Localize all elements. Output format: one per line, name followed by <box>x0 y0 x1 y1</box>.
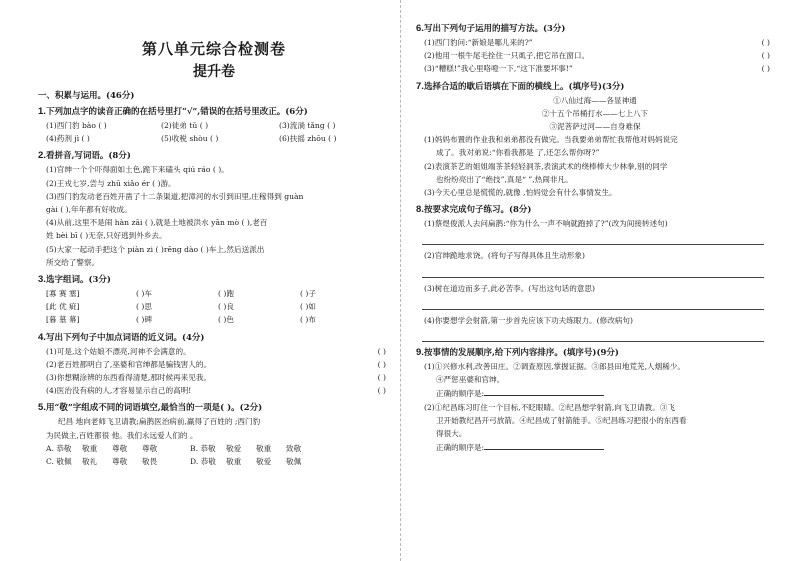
answer-line[interactable] <box>422 297 764 310</box>
option-word: 敬畏 <box>142 457 158 467</box>
q3-blank: ( )车 <box>136 289 152 299</box>
q2-line: (1)官绅一个个吓得面如土色,跪下来磕头 qiú ráo ( )。 <box>46 165 229 175</box>
q2-line: (2)王戎七岁,尝与 zhū xiǎo ér ( )游。 <box>46 178 176 188</box>
q6-text: (2)他用一根牛尾毛拴住一只虱子,把它吊在窗口。 <box>424 51 590 61</box>
q2-line: 姓 bèi bī ( )无奈,只好逃到外乡去。 <box>46 231 167 241</box>
option-b: B. 恭敬 <box>190 443 216 453</box>
q1-row <box>38 132 390 145</box>
q3-blank: ( )布 <box>300 315 316 325</box>
q7-line: (1)妈妈布置的作业我和弟弟都没有做完。当我要弟弟帮忙我帮他对妈妈说完 <box>424 135 678 145</box>
q2-line: gài ( ),年年都有好收成。 <box>46 205 132 215</box>
q5-options-row <box>38 442 390 455</box>
q4-text: (2)老百姓都明白了,巫婆和官绅都是骗钱害人的。 <box>46 359 212 369</box>
option-word: 尊敬 <box>112 443 128 453</box>
option-word: 尊敬 <box>112 457 128 467</box>
answer-line[interactable] <box>422 329 764 342</box>
answer-line[interactable] <box>422 265 764 278</box>
q3-chars: [寡 赛 塞] <box>46 289 80 299</box>
q4-text: (1)可是,这个姑娘不漂亮,河神不会满意的。 <box>46 346 191 356</box>
q3-blank: ( )子 <box>300 289 316 299</box>
q7-line: 也纷纷亮出了“绝技”,真是“ ”,热闹非凡。 <box>436 174 573 184</box>
question-9: 9.按事情的发展顺序,给下列内容排序。(填序号)(9分) <box>416 347 619 359</box>
answer-line[interactable] <box>422 232 764 245</box>
q4-line <box>38 345 390 358</box>
q2-line: (5)大家一起动手把这个 piàn zi ( )rēng dào ( )车上,然后送派出 <box>46 244 265 254</box>
q9-line: ④严惩巫婆和官绅。 <box>436 375 505 385</box>
column-divider <box>400 0 401 561</box>
q6-line <box>416 36 774 49</box>
q3-blank: ( )色 <box>218 315 234 325</box>
q4-text: (3)你想糊涂辨的东西看得清楚,那时候再来见我。 <box>46 373 212 383</box>
option-word: 敬重 <box>226 457 242 467</box>
q8-line: (1)蔡煜俊派人去问扁鹊:“你为什么一声不响就跑掉了?”(改为间接转述句) <box>424 219 668 229</box>
q6-line <box>416 62 774 75</box>
answer-blank[interactable] <box>484 386 604 396</box>
q6-text: (1)西门豹问:“新娘是哪儿来的?” <box>424 38 533 47</box>
q7-option: ②十五个吊桶打水——七上八下 <box>541 108 649 118</box>
q1-row <box>38 119 390 132</box>
question-1-stem: 下列加点字的读音正确的在括号里打“√”,错误的在括号里改正。(6分) <box>45 107 308 117</box>
answer-paren: ( ) <box>377 386 386 396</box>
q4-line <box>38 358 390 371</box>
option-d: D. 恭敬 <box>190 457 216 467</box>
q3-row <box>38 287 390 300</box>
option-word: 敬重 <box>82 443 98 453</box>
question-8-stem: 按要求完成句子练习。(8分) <box>423 205 532 216</box>
q3-blank: ( )碑 <box>136 315 152 325</box>
section-heading: 一、积累与运用。(46分) <box>38 91 135 101</box>
q6-line <box>416 49 774 62</box>
q2-line: (3)西门豹发动老百姓开凿了十二条渠道,把漳河的水引到田里,庄稼得到 guàn <box>46 191 304 201</box>
question-8: 8.按要求完成句子练习。(8分) <box>416 204 532 216</box>
question-5: 5.用“敬”字组成不同的词语填空,最恰当的一项是( )。(2分) <box>38 402 263 414</box>
option-word: 敬礼 <box>82 457 98 467</box>
q5-text: 纪昌 地向老师飞卫请教;扁鹊医治病前,赢得了百姓的 ;西门豹 <box>58 417 261 427</box>
question-6-stem: 写出下列句子运用的描写方法。(3分) <box>423 24 566 34</box>
page-title: 第八单元综合检测卷 <box>141 40 286 58</box>
option-word: 敬佩 <box>286 457 302 467</box>
q1-item: (6)扶摇 zhōu ( ) <box>279 134 337 144</box>
q4-line <box>38 384 390 397</box>
q9-line: (1)①兴修水利,改善田庄。②调查原因,掌握证据。③郎县田地荒芜,人烟稀少。 <box>424 362 685 372</box>
q1-item: (3)流淌 tǎng ( ) <box>279 121 336 130</box>
q4-text: (4)医治没有病的人,才容易显示自己的高明! <box>46 386 192 396</box>
q9-answer <box>416 386 774 400</box>
q1-item: (5)收税 shòu ( ) <box>161 134 219 144</box>
answer-paren: ( ) <box>761 38 770 47</box>
q7-line: 成了。我对弟说:“你看我都是 了,还怎么帮你呀?” <box>436 148 600 158</box>
q8-line: (4)你要想学会射箭,第一步首先应该下功夫练眼力。(修改病句) <box>424 315 633 325</box>
q9-line: 卫开始教纪昌开弓放箭。④纪昌成了射箭能手。⑤纪昌练习把很小的东西看 <box>436 415 687 425</box>
q3-blank: ( )良 <box>218 302 234 312</box>
q9-line: (2)①纪昌练习盯住一个目标,不眨眼睛。②纪昌想学射箭,向飞卫请教。③飞 <box>424 402 675 412</box>
q8-line: (3)树在道边而多子,此必苦李。(写出这句话的意思) <box>424 283 595 293</box>
answer-paren: ( ) <box>377 359 386 369</box>
question-2-stem: 看拼音,写词语。(8分) <box>45 151 131 162</box>
q3-chars: [暮 墓 幕] <box>46 315 80 325</box>
q2-line: (4)从前,这里不是闹 hàn zāi ( ),就是土地被洪水 yān mò ( ),老百 <box>46 218 268 228</box>
q7-option: ①八仙过海——各显神通 <box>553 95 637 105</box>
q3-blank: ( )如 <box>300 302 316 312</box>
answer-paren: ( ) <box>377 373 386 383</box>
q3-row <box>38 300 390 313</box>
option-word: 致敬 <box>286 443 302 453</box>
q5-text: 为民做主,百姓都很 他。我们永远爱人们的 。 <box>46 430 198 440</box>
question-5-stem: 用“敬”字组成不同的词语填空,最恰当的一项是( )。(2分) <box>45 403 263 414</box>
q6-text: (3)“糟糕!”我心里咯噔一下,“这下准要坏事!” <box>424 64 573 74</box>
q7-line: (3)今天心里总是慌慌的,就像 ,怕妈觉会有什么事情发生。 <box>424 188 617 198</box>
answer-paren: ( ) <box>761 51 770 61</box>
question-2: 2.看拼音,写词语。(8分) <box>38 150 131 162</box>
question-6: 6.写出下列句子运用的描写方法。(3分) <box>416 23 566 34</box>
q7-line: (2)表演茶艺的姐姐端茶茶轻轻洞茶,表演武术的绕棒棒大少林拳,别的同学 <box>424 161 668 171</box>
q9-line: 得很大。 <box>436 429 467 439</box>
question-9-stem: 按事情的发展顺序,给下列内容排序。(填序号)(9分) <box>423 348 619 359</box>
answer-label: 正确的顺序是: <box>436 443 485 453</box>
q1-item: (4)药剂 jì ( ) <box>46 134 90 144</box>
option-c: C. 敬佩 <box>46 457 72 467</box>
q2-line: 所交给了警察。 <box>46 257 100 267</box>
answer-paren: ( ) <box>377 346 386 356</box>
q8-line: (2)官绅跪地求饶。(将句子写得具体且生动形象) <box>424 251 585 261</box>
q3-row <box>38 313 390 326</box>
option-word: 尊敬 <box>142 443 158 453</box>
page-subtitle: 提升卷 <box>193 64 235 80</box>
q5-options-row <box>38 455 390 468</box>
option-word: 敬爱 <box>256 457 272 467</box>
q3-chars: [此 优 疵] <box>46 302 80 312</box>
answer-label: 正确的顺序是: <box>436 389 485 399</box>
q3-blank: ( )跑 <box>218 289 234 299</box>
question-3: 3.选字组词。(3分) <box>38 274 111 286</box>
right-column <box>402 0 794 561</box>
answer-blank[interactable] <box>484 440 604 450</box>
option-word: 敬爱 <box>226 443 242 453</box>
q1-item: (2)徒弟 tǔ ( ) <box>161 121 209 130</box>
q7-option: ③泥菩萨过河——自身难保 <box>549 122 641 132</box>
answer-paren: ( ) <box>761 64 770 74</box>
question-4-stem: 写出下列句子中加点词语的近义词。(4分) <box>45 332 205 343</box>
question-7-stem: 选择合适的歇后语填在下面的横线上。(填序号)(3分) <box>423 81 625 92</box>
question-7: 7.选择合适的歇后语填在下面的横线上。(填序号)(3分) <box>416 80 625 92</box>
question-1: 1.下列加点字的读音正确的在括号里打“√”,错误的在括号里改正。(6分) <box>38 106 308 117</box>
option-a: A. 恭敬 <box>46 443 72 453</box>
question-3-stem: 选字组词。(3分) <box>45 275 111 286</box>
question-4: 4.写出下列句子中加点词语的近义词。(4分) <box>38 331 205 343</box>
q1-item: (1)西门豹 bào ( ) <box>46 121 107 130</box>
q4-line <box>38 371 390 384</box>
q9-answer <box>416 440 774 454</box>
option-word: 敬重 <box>256 443 272 453</box>
q3-blank: ( )思 <box>136 302 152 312</box>
